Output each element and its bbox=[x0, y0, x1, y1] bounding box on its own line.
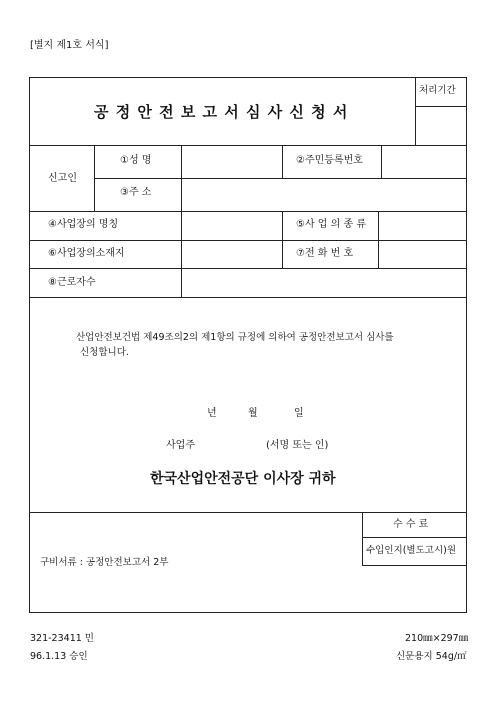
name-field[interactable] bbox=[182, 146, 281, 177]
phone-label: ⑦전 화 번 호 bbox=[296, 248, 354, 259]
workplace-name-field[interactable] bbox=[182, 212, 281, 239]
phone-field[interactable] bbox=[379, 241, 466, 267]
workplace-address-label: ⑥사업장의소재지 bbox=[48, 248, 125, 259]
date-month: 월 bbox=[248, 408, 258, 419]
form-tag: [별지 제1호 서식] bbox=[30, 40, 109, 51]
address-label: ③주 소 bbox=[120, 187, 152, 198]
workers-label: ⑧근로자수 bbox=[48, 277, 96, 288]
workplace-address-field[interactable] bbox=[182, 241, 281, 267]
workers-field[interactable] bbox=[182, 269, 466, 296]
business-type-label: ⑤사 업 의 종 류 bbox=[296, 219, 366, 230]
statement-line-1: 산업안전보건법 제49조의2의 제1항의 규정에 의하여 공정안전보고서 심사를 bbox=[76, 332, 394, 343]
applicant-label: 신고인 bbox=[48, 173, 77, 184]
form-code: 321-23411 민 bbox=[30, 633, 94, 644]
addressee: 한국산업안전공단 이사장 귀하 bbox=[150, 471, 336, 487]
paper-size: 210㎜×297㎜ bbox=[405, 633, 469, 644]
name-label: ①성 명 bbox=[120, 155, 152, 166]
attachments-note: 구비서류 : 공정안전보고서 2부 bbox=[40, 557, 169, 568]
approval-date: 96.1.13 승인 bbox=[30, 651, 88, 662]
fee-label: 수 수 료 bbox=[393, 519, 429, 530]
employer-label: 사업주 bbox=[166, 440, 195, 451]
form-title: 공 정 안 전 보 고 서 심 사 신 청 서 bbox=[94, 103, 349, 121]
resident-no-field[interactable] bbox=[382, 146, 466, 177]
business-type-field[interactable] bbox=[379, 212, 466, 239]
signature-hint: (서명 또는 인) bbox=[266, 440, 329, 451]
date-day: 일 bbox=[294, 408, 304, 419]
paper-type: 신문용지 54g/㎡ bbox=[396, 651, 467, 662]
address-field[interactable] bbox=[182, 179, 466, 210]
statement-line-2: 신청합니다. bbox=[80, 347, 129, 358]
resident-no-label: ②주민등록번호 bbox=[296, 155, 363, 166]
date-year: 년 bbox=[207, 408, 217, 419]
processing-period-label: 처리기간 bbox=[419, 85, 456, 96]
fee-value: 수입인지(별도고시)원 bbox=[366, 545, 457, 556]
workplace-name-label: ④사업장의 명칭 bbox=[48, 219, 119, 230]
